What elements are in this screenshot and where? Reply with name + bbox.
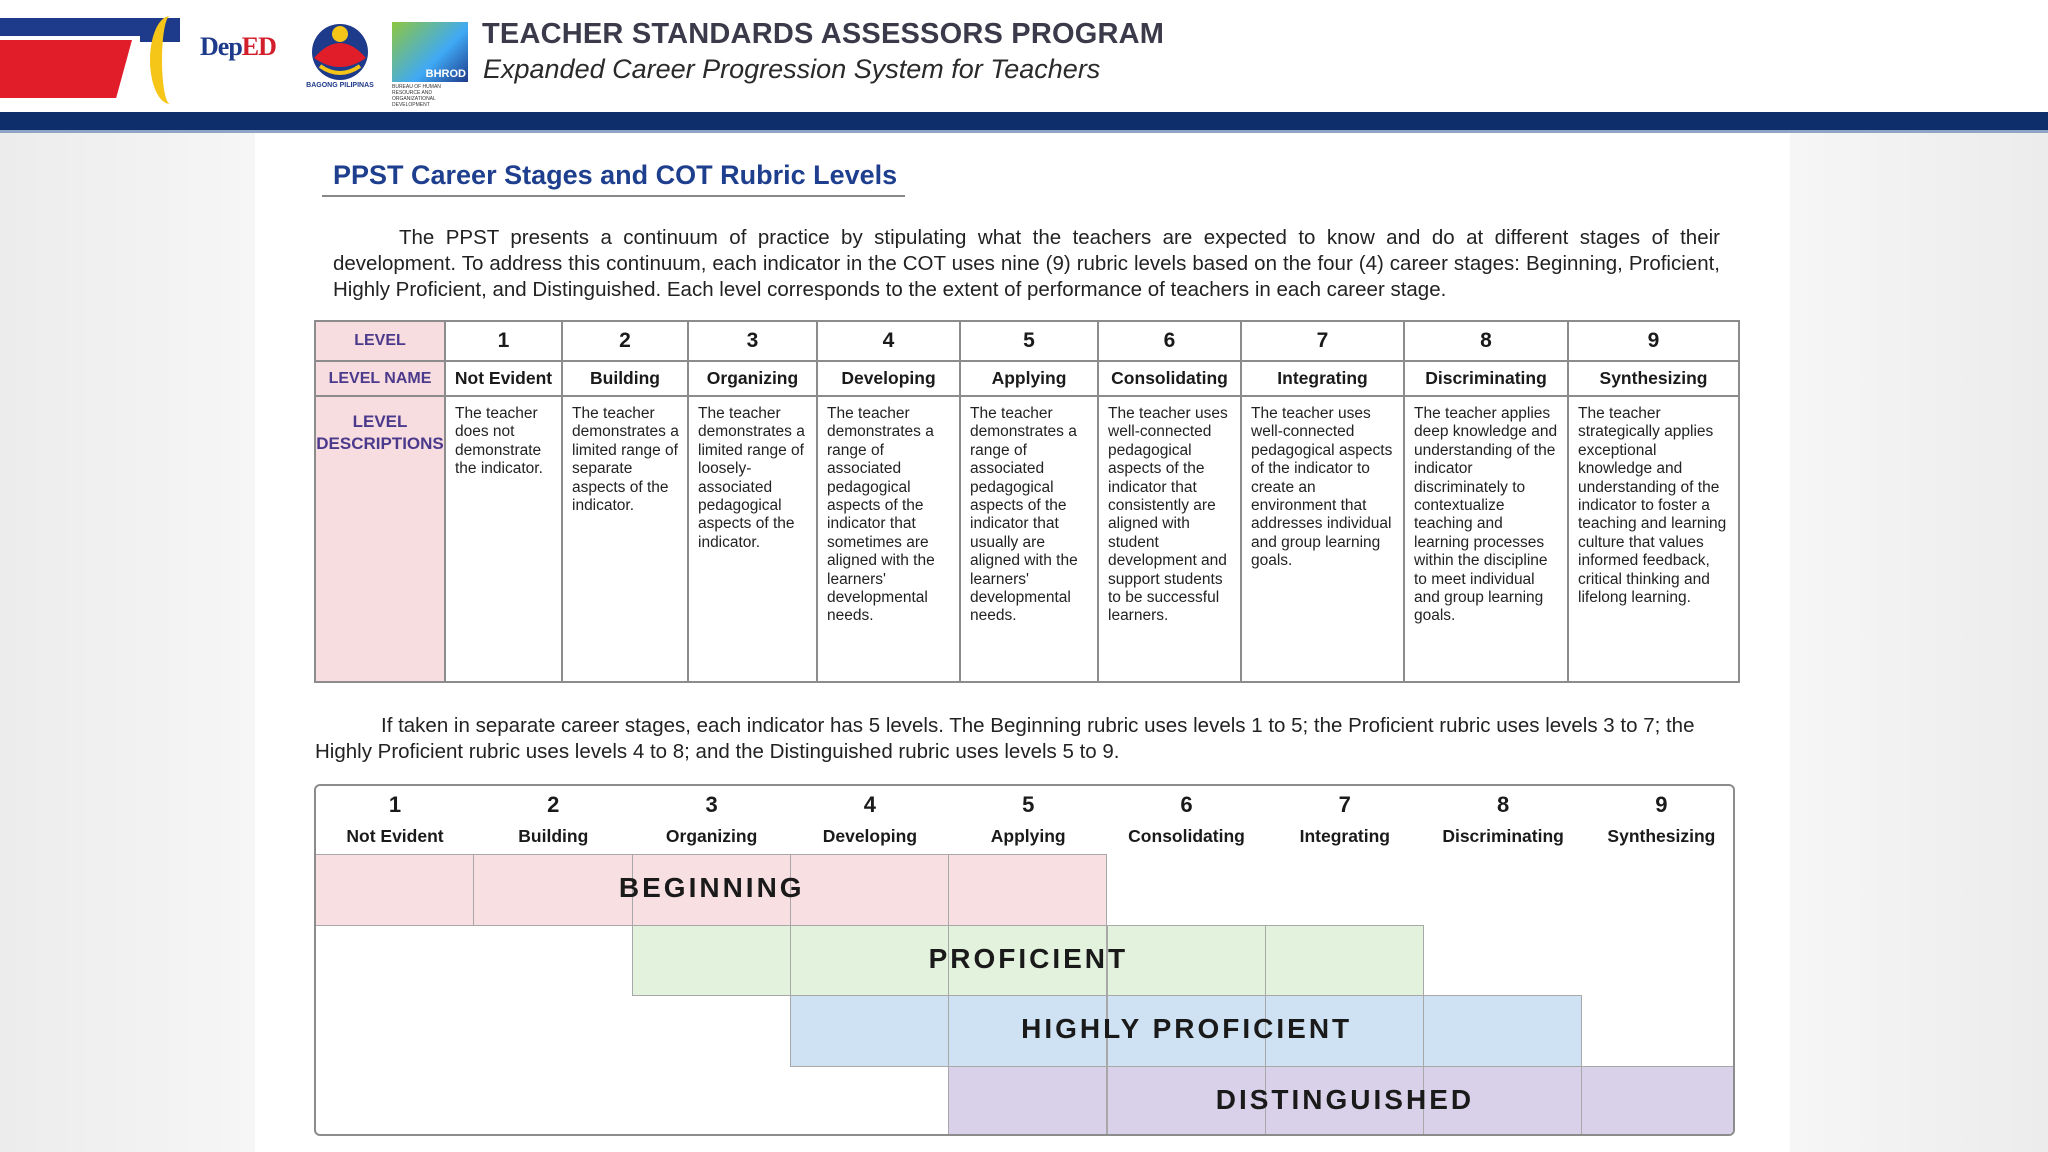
diagram-level-number: 7	[1338, 792, 1351, 817]
bhrod-logo-label: BHROD	[425, 68, 466, 80]
bhrod-logo	[392, 22, 468, 82]
level-number: 8	[1404, 321, 1568, 361]
diagram-level-name: Organizing	[665, 826, 758, 846]
level-number: 4	[817, 321, 960, 361]
level-number: 9	[1568, 321, 1739, 361]
rubric-levels-table	[314, 320, 1740, 683]
separate-stages-paragraph: If taken in separate career stages, each indicator has 5 levels. The Beginning rubric uses levels 1 to 5; the Proficient rubric uses levels 3 to 7; the Highly Proficient rubric uses levels 4 to 8; and the Distinguished rubric uses levels 5 to 9.	[315, 714, 1695, 763]
level-description: The teacher uses well-connected pedagogical aspects of the indicator that consistently are aligned with student development and support students to be successful learners.	[1098, 396, 1241, 682]
diagram-level-name: Synthesizing	[1607, 826, 1716, 846]
level-name: Developing	[817, 361, 960, 396]
level-name: Organizing	[688, 361, 817, 396]
diagram-level-name: Consolidating	[1128, 826, 1245, 846]
bhrod-logo-subtext: BUREAU OF HUMAN RESOURCE AND ORGANIZATIONAL DEVELOPMENT	[392, 84, 441, 108]
stage-beginning-label: BEGINNING	[618, 872, 805, 903]
diagram-level-name: Not Evident	[346, 826, 444, 846]
career-stages-diagram	[314, 784, 1735, 1136]
level-name: Building	[562, 361, 688, 396]
diagram-level-number: 9	[1655, 792, 1668, 817]
section-title: PPST Career Stages and COT Rubric Levels	[333, 160, 898, 190]
bagong-pilipinas-text: BAGONG PILIPINAS	[306, 82, 374, 89]
stage-highly-proficient-label: HIGHLY PROFICIENT	[1021, 1013, 1353, 1044]
diagram-level-name: Applying	[990, 826, 1066, 846]
background-left	[0, 133, 255, 1152]
level-description: The teacher demonstrates a limited range of separate aspects of the indicator.	[562, 396, 688, 682]
level-number: 3	[688, 321, 817, 361]
level-number: 6	[1098, 321, 1241, 361]
diagram-level-number: 8	[1496, 792, 1510, 817]
row-label-level-name: LEVEL NAME	[315, 361, 445, 396]
level-description: The teacher does not demonstrate the indicator.	[445, 396, 562, 682]
level-description: The teacher demonstrates a limited range of loosely-associated pedagogical aspects of the indicator.	[688, 396, 817, 682]
diagram-level-name: Integrating	[1299, 826, 1390, 846]
diagram-level-number: 5	[1022, 792, 1035, 817]
level-name: Consolidating	[1098, 361, 1241, 396]
level-description-row	[315, 396, 1739, 682]
diagram-level-number: 2	[547, 792, 560, 817]
level-description: The teacher demonstrates a range of associated pedagogical aspects of the indicator that sometimes are aligned with the learners' developmental needs.	[817, 396, 960, 682]
level-name: Applying	[960, 361, 1098, 396]
level-number: 5	[960, 321, 1098, 361]
row-label-level: LEVEL	[315, 321, 445, 361]
stage-proficient-label: PROFICIENT	[928, 942, 1129, 974]
level-number: 2	[562, 321, 688, 361]
level-name-row	[315, 361, 1739, 396]
level-number-row	[315, 321, 1739, 361]
intro-paragraph: The PPST presents a continuum of practice by stipulating what the teachers are expected to know and do at different stages of their development. To address this continuum, each indicator in the COT uses nine (9) rubric levels based on the four (4) career stages: Beginning, Proficient, Highly Proficient, and Distinguished. Each level corresponds to the extent of performance of teachers in each career stage.	[333, 226, 1720, 301]
program-title: TEACHER STANDARDS ASSESSORS PROGRAM	[482, 18, 1165, 50]
flag-arc-yellow	[150, 16, 190, 104]
diagram-level-number: 6	[1180, 792, 1193, 817]
stage-distinguished-label: DISTINGUISHED	[1215, 1083, 1475, 1115]
level-number: 1	[445, 321, 562, 361]
diagram-level-number: 1	[388, 792, 402, 817]
level-description: The teacher uses well-connected pedagogical aspects of the indicator to create an environment that addresses individual and group learning goals.	[1241, 396, 1404, 682]
diagram-level-name: Developing	[822, 826, 918, 846]
section-title-underline	[322, 195, 905, 197]
deped-logo-prefix: Dep	[200, 32, 242, 61]
header	[0, 0, 2048, 112]
deped-logo	[200, 32, 276, 62]
level-description: The teacher demonstrates a range of associated pedagogical aspects of the indicator that usually are aligned with the learners' developmental needs.	[960, 396, 1098, 682]
level-number: 7	[1241, 321, 1404, 361]
program-subtitle: Expanded Career Progression System for Teachers	[483, 54, 1101, 84]
level-description: The teacher strategically applies exceptional knowledge and understanding of the indicator to foster a teaching and learning culture that values informed feedback, critical thinking and lifelong learning.	[1568, 396, 1739, 682]
diagram-level-number: 3	[705, 792, 718, 817]
diagram-level-name: Building	[518, 826, 589, 846]
level-name: Discriminating	[1404, 361, 1568, 396]
row-label-level-descriptions: LEVEL DESCRIPTIONS	[315, 396, 445, 682]
deped-logo-suffix: ED	[241, 32, 276, 61]
diagram-level-name: Discriminating	[1442, 826, 1564, 846]
level-name: Integrating	[1241, 361, 1404, 396]
level-description: The teacher applies deep knowledge and understanding of the indicator discriminately to contextualize teaching and learning processes within the discipline to meet individual and group learning goals.	[1404, 396, 1568, 682]
slide-content	[255, 133, 1790, 1152]
background-right	[1790, 133, 2048, 1152]
level-name: Not Evident	[445, 361, 562, 396]
diagram-level-number: 4	[863, 792, 877, 817]
level-name: Synthesizing	[1568, 361, 1739, 396]
flag-stripe-red	[0, 40, 132, 98]
header-divider-bar	[0, 112, 2048, 133]
